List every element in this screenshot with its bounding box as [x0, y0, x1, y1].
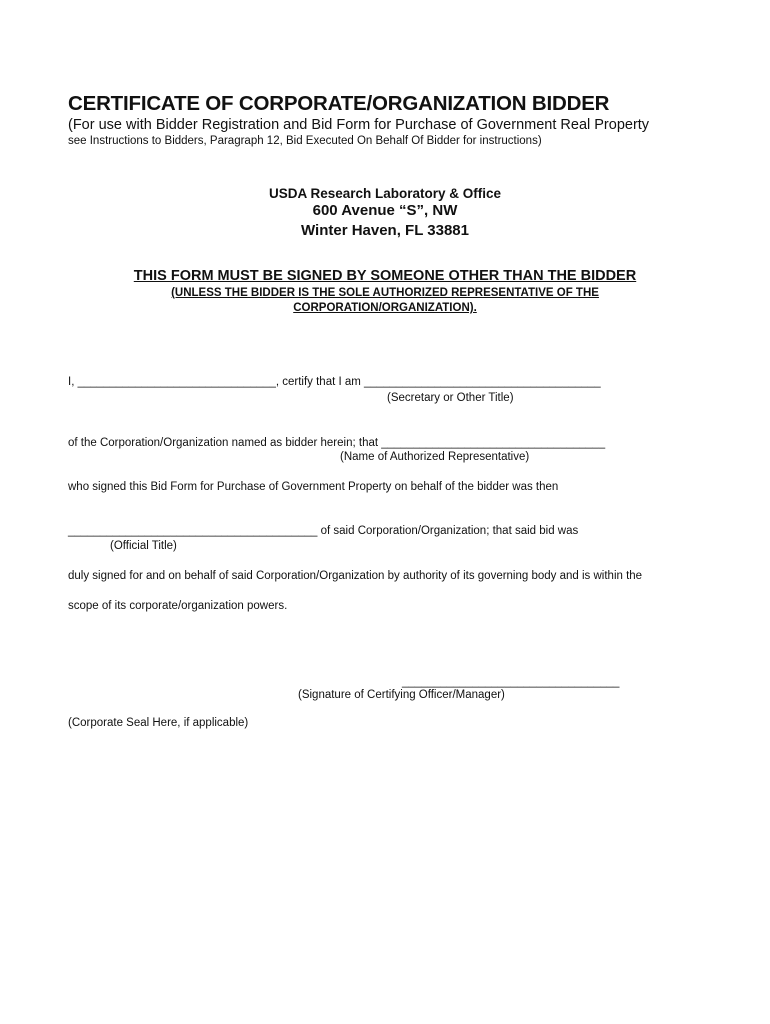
authority-statement: duly signed for and on behalf of said Corporation/Organization by authority of its governing body and is within the — [68, 570, 643, 582]
property-name: USDA Research Laboratory & Office — [268, 186, 502, 201]
document-title: CERTIFICATE OF CORPORATE/ORGANIZATION BIDDER — [68, 92, 610, 115]
powers-statement: scope of its corporate/organization powers. — [68, 600, 288, 612]
signature-caption: (Signature of Certifying Officer/Manager) — [298, 689, 505, 701]
signature-warning-exception — [0, 286, 770, 316]
property-city-state-zip: Winter Haven, FL 33881 — [301, 222, 469, 239]
signature-warning: THIS FORM MUST BE SIGNED BY SOMEONE OTHER THAN THE BIDDER — [133, 268, 637, 284]
certifier-line[interactable]: I, _______________________________, certify that I am _____________________________________ — [68, 376, 601, 388]
instructions-note: see Instructions to Bidders, Paragraph 12, Bid Executed On Behalf Of Bidder for instructions) — [68, 135, 542, 147]
corporate-seal-note: (Corporate Seal Here, if applicable) — [68, 717, 249, 729]
document-subtitle: (For use with Bidder Registration and Bid Form for Purchase of Government Real Property — [68, 117, 650, 133]
signature-field[interactable]: __________________________________ — [402, 676, 620, 688]
property-street: 600 Avenue “S”, NW — [312, 202, 458, 219]
secretary-title-caption: (Secretary or Other Title) — [387, 392, 514, 404]
bid-form-statement: who signed this Bid Form for Purchase of Government Property on behalf of the bidder was then — [68, 481, 559, 493]
exception-text: (UNLESS THE BIDDER IS THE SOLE AUTHORIZED REPRESENTATIVE OF THE CORPORATION/ORGANIZATION). — [171, 287, 599, 314]
official-title-line[interactable]: _______________________________________ of said Corporation/Organization; that said bid was — [68, 525, 579, 537]
representative-line[interactable]: of the Corporation/Organization named as bidder herein; that ___________________________________ — [68, 437, 606, 449]
representative-name-caption: (Name of Authorized Representative) — [340, 451, 530, 463]
official-title-caption: (Official Title) — [110, 540, 177, 552]
